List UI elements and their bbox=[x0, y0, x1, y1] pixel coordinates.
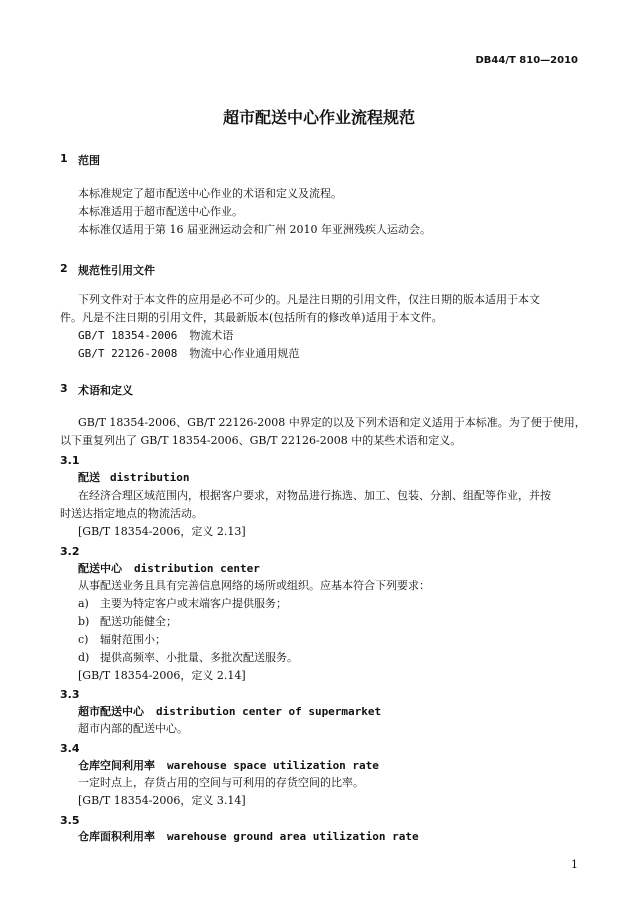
term-3-2-number: 3.2 bbox=[60, 545, 80, 558]
term-english: distribution center bbox=[134, 562, 260, 575]
standard-code: DB44/T 810—2010 bbox=[475, 55, 578, 66]
term-3-1-definition-line-2: 时送达指定地点的物流活动。 bbox=[60, 507, 203, 520]
section-2-title: 规范性引用文件 bbox=[78, 264, 155, 277]
list-item-mark: b) bbox=[78, 615, 90, 628]
term-english: warehouse space utilization rate bbox=[167, 759, 379, 772]
term-english: warehouse ground area utilization rate bbox=[167, 830, 419, 843]
section-3-title: 术语和定义 bbox=[78, 384, 133, 397]
term-3-4-source: [GB/T 18354-2006，定义 3.14] bbox=[78, 794, 246, 807]
term-chinese: 仓库空间利用率 bbox=[78, 759, 155, 772]
term-chinese: 超市配送中心 bbox=[78, 705, 144, 718]
term-3-1-heading bbox=[78, 471, 189, 485]
list-item-mark: d) bbox=[78, 651, 90, 664]
list-item bbox=[78, 633, 166, 647]
section-3-para-line-1: GB/T 18354-2006、GB/T 22126-2008 中界定的以及下列术语和定义适用于本标准。为了便于使用， bbox=[78, 416, 586, 429]
list-item-text: 主要为特定客户或末端客户提供服务； bbox=[100, 597, 287, 610]
section-1-para-2: 本标准适用于超市配送中心作业。 bbox=[78, 205, 243, 218]
term-chinese: 配送中心 bbox=[78, 562, 122, 575]
term-3-1-number: 3.1 bbox=[60, 454, 80, 467]
reference-row-1 bbox=[78, 329, 233, 343]
page-number: 1 bbox=[571, 858, 578, 871]
term-3-3-heading bbox=[78, 705, 381, 719]
reference-code: GB/T 22126-2008 bbox=[78, 347, 178, 360]
section-1-title: 范围 bbox=[78, 154, 100, 167]
term-3-4-definition: 一定时点上，存货占用的空间与可利用的存货空间的比率。 bbox=[78, 776, 364, 789]
term-3-4-heading bbox=[78, 759, 379, 773]
list-item-mark: a) bbox=[78, 597, 89, 610]
reference-code: GB/T 18354-2006 bbox=[78, 329, 178, 342]
term-3-3-definition: 超市内部的配送中心。 bbox=[78, 722, 188, 735]
list-item bbox=[78, 651, 298, 665]
section-2-para-line-1: 下列文件对于本文件的应用是必不可少的。凡是注日期的引用文件，仅注日期的版本适用于本文 bbox=[78, 293, 540, 306]
reference-title: 物流术语 bbox=[189, 329, 234, 342]
list-item bbox=[78, 597, 287, 611]
term-chinese: 仓库面积利用率 bbox=[78, 830, 155, 843]
term-3-2-definition: 从事配送业务且具有完善信息网络的场所或组织。应基本符合下列要求： bbox=[78, 579, 430, 592]
term-3-2-heading bbox=[78, 562, 260, 576]
section-3-para-line-2: 以下重复列出了 GB/T 18354-2006、GB/T 22126-2008 中的某些术语和定义。 bbox=[60, 434, 462, 447]
term-3-2-source: [GB/T 18354-2006，定义 2.14] bbox=[78, 669, 246, 682]
section-2-para-line-2: 件。凡是不注日期的引用文件，其最新版本(包括所有的修改单)适用于本文件。 bbox=[60, 311, 443, 324]
list-item-text: 辐射范围小； bbox=[100, 633, 166, 646]
list-item-mark: c) bbox=[78, 633, 89, 646]
term-english: distribution bbox=[110, 471, 190, 484]
section-1-para-1: 本标准规定了超市配送中心作业的术语和定义及流程。 bbox=[78, 187, 342, 200]
list-item bbox=[78, 615, 177, 629]
document-title: 超市配送中心作业流程规范 bbox=[222, 108, 415, 127]
list-item-text: 配送功能健全； bbox=[100, 615, 177, 628]
reference-row-2 bbox=[78, 347, 299, 361]
term-english: distribution center of supermarket bbox=[156, 705, 382, 718]
term-3-1-source: [GB/T 18354-2006，定义 2.13] bbox=[78, 525, 246, 538]
term-3-5-heading bbox=[78, 830, 419, 844]
term-chinese: 配送 bbox=[78, 471, 100, 484]
term-3-4-number: 3.4 bbox=[60, 742, 80, 755]
term-3-1-definition-line-1: 在经济合理区域范围内，根据客户要求，对物品进行拣选、加工、包装、分割、组配等作业，并按 bbox=[78, 489, 551, 502]
section-3-number: 3 bbox=[60, 382, 68, 395]
list-item-text: 提供高频率、小批量、多批次配送服务。 bbox=[100, 651, 298, 664]
section-1-number: 1 bbox=[60, 152, 68, 165]
reference-title: 物流中心作业通用规范 bbox=[189, 347, 300, 360]
term-3-3-number: 3.3 bbox=[60, 688, 80, 701]
section-1-para-3: 本标准仅适用于第 16 届亚洲运动会和广州 2010 年亚洲残疾人运动会。 bbox=[78, 223, 431, 236]
term-3-5-number: 3.5 bbox=[60, 814, 80, 827]
section-2-number: 2 bbox=[60, 262, 68, 275]
